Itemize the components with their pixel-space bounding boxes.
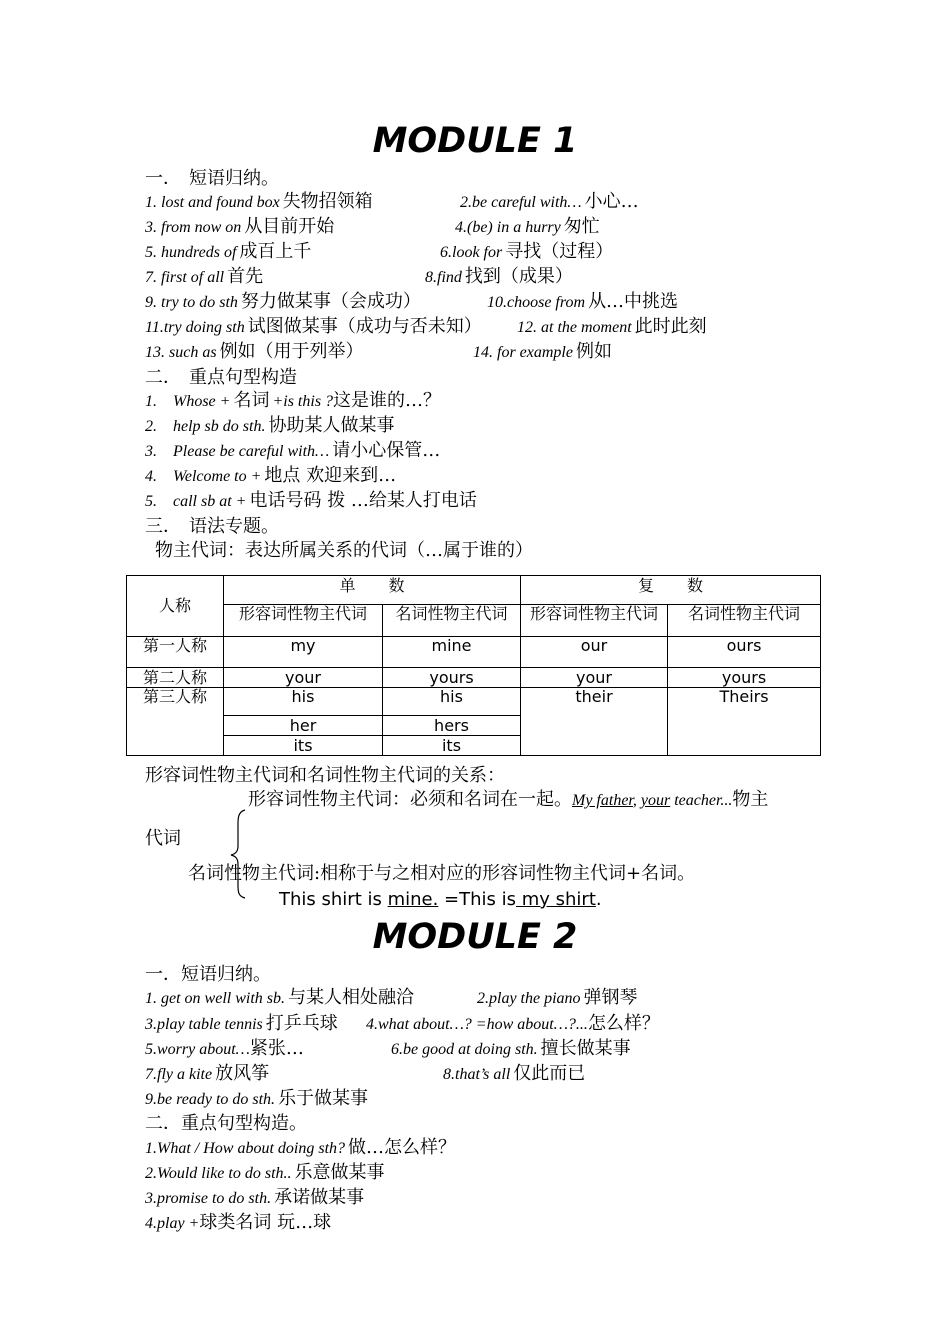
- table-header-row: [127, 576, 821, 605]
- table-subheader-row: [127, 605, 821, 637]
- example-part: This shirt is: [279, 889, 388, 910]
- phrase-zh: 打乒乓球: [265, 1013, 338, 1034]
- phrase-zh: 怎么样？: [587, 1013, 660, 1034]
- phrase-en: 9. try to do sth: [145, 294, 238, 311]
- m2-phrase-2: [477, 988, 638, 1009]
- m2-sentences-heading: 二．重点句型构造。: [145, 1113, 307, 1134]
- phrase-zh: 试图做某事（成功与否未知）: [247, 316, 482, 337]
- m1-sentences-heading: [145, 368, 297, 388]
- cell-singular-adjective: its: [224, 736, 383, 756]
- cell-singular-noun: its: [383, 736, 521, 756]
- phrase-en: 8.find: [425, 269, 462, 286]
- sentence-en: call sb at +: [173, 493, 247, 510]
- cell-singular-adjective: his: [224, 688, 383, 716]
- phrase-zh: 例如（用于列举）: [219, 341, 364, 362]
- phrase-en: 1. get on well with sb.: [145, 990, 285, 1007]
- m1-phrase-7: [145, 267, 263, 288]
- example-part: =This is: [438, 889, 517, 910]
- phrase-zh: 紧张…: [249, 1038, 304, 1059]
- cell-singular-noun: his: [383, 688, 521, 716]
- example-mine: mine.: [387, 889, 439, 910]
- sentence-en: 1.What / How about doing sth?: [145, 1140, 346, 1157]
- m2-phrase-8: [443, 1064, 585, 1085]
- m1-phrase-8: [425, 267, 573, 288]
- phrase-en: 5. hundreds of: [145, 244, 237, 261]
- m1-phrases-heading: [145, 169, 279, 189]
- m2-phrase-4: [366, 1014, 660, 1035]
- m2-phrase-3: [145, 1014, 338, 1035]
- cell-plural-noun: ours: [668, 637, 821, 668]
- phrase-en: 2.be careful with…: [460, 194, 582, 211]
- phrase-en: 6.look for: [440, 244, 503, 261]
- phrase-zh: 失物招领箱: [282, 191, 373, 212]
- phrase-zh: 乐于做某事: [278, 1088, 369, 1109]
- m2-sentence-2: [145, 1163, 385, 1184]
- phrase-en: 1. lost and found box: [145, 194, 280, 211]
- sentence-zh: 请小心保管…: [332, 440, 441, 461]
- header-singular: 单 数: [224, 576, 521, 605]
- sentence-en: Whose +: [173, 393, 231, 410]
- phrase-zh: 例如: [575, 341, 612, 362]
- heading-text: 重点句型构造: [189, 367, 297, 388]
- m1-phrase-10: [487, 292, 678, 313]
- cell-singular-adjective: my: [224, 637, 383, 668]
- m2-sentence-4: [145, 1213, 331, 1234]
- phrase-en: 11.try doing sth: [145, 319, 245, 336]
- phrase-zh: 寻找（过程）: [505, 241, 614, 262]
- header-plural-adjective: 形容词性物主代词: [521, 605, 668, 637]
- m2-phrase-5: [145, 1039, 304, 1060]
- example-my-father: My father: [572, 792, 633, 809]
- heading-number: 一．: [145, 168, 181, 189]
- m1-phrase-9: [145, 292, 421, 313]
- m1-phrase-2: [460, 192, 639, 213]
- m1-phrase-5: [145, 242, 311, 263]
- cell-singular-noun: hers: [383, 716, 521, 736]
- table-row: [127, 668, 821, 688]
- sentence-zh: 球类名词 玩…球: [199, 1212, 332, 1233]
- phrase-zh: 从…中挑选: [588, 291, 679, 312]
- cell-plural-noun: yours: [668, 668, 821, 688]
- sentence-en: help sb do sth.: [173, 418, 266, 435]
- phrase-en: 4.(be) in a hurry: [455, 219, 561, 236]
- sentence-zh: 电话号码 拨 …给某人打电话: [249, 490, 477, 511]
- phrase-en: 14. for example: [473, 344, 573, 361]
- phrase-en: 3. from now on: [145, 219, 242, 236]
- phrase-zh: 放风筝: [215, 1063, 270, 1084]
- heading-number: 二．: [145, 367, 181, 388]
- m1-sentence-5: [145, 491, 477, 512]
- pronoun-table: [126, 575, 821, 756]
- phrase-en: 6.be good at doing sth.: [391, 1041, 538, 1058]
- relation-noun-line: 名词性物主代词:相称于与之相对应的形容词性物主代词+名词。: [188, 863, 696, 884]
- m2-phrase-6: [391, 1039, 631, 1060]
- module1-title: MODULE 1: [372, 121, 578, 161]
- curly-brace: [228, 808, 248, 900]
- m2-sentence-1: [145, 1138, 456, 1159]
- phrase-en: 13. such as: [145, 344, 217, 361]
- header-person: 人称: [127, 576, 224, 637]
- sentence-en: Welcome to +: [173, 468, 262, 485]
- sentence-en: +is this ?: [272, 393, 334, 410]
- m1-sentence-1: [145, 391, 441, 412]
- m1-phrase-1: [145, 192, 373, 213]
- phrase-zh: 从目前开始: [244, 216, 335, 237]
- m1-sentence-2: [145, 416, 394, 437]
- phrase-zh: 首先: [227, 266, 264, 287]
- sentence-en: 2.Would like to do sth..: [145, 1165, 292, 1182]
- phrase-zh: 小心…: [584, 191, 639, 212]
- m1-phrase-13: [145, 342, 364, 363]
- m2-phrase-1: [145, 988, 414, 1009]
- m1-phrase-12: [517, 317, 707, 338]
- example-your: your: [640, 792, 671, 809]
- header-singular-noun: 名词性物主代词: [383, 605, 521, 637]
- m1-phrase-6: [440, 242, 613, 263]
- sentence-number: 2.: [145, 418, 157, 435]
- relation-example: [279, 889, 602, 911]
- phrase-zh: 仅此而已: [513, 1063, 586, 1084]
- heading-text: 短语归纳。: [189, 168, 279, 189]
- sentence-en: 4.play +: [145, 1215, 200, 1232]
- sentence-number: 4.: [145, 468, 157, 485]
- phrase-zh: 擅长做某事: [540, 1038, 631, 1059]
- phrase-en: 8.that’s all: [443, 1066, 511, 1083]
- cell-plural-adjective: their: [521, 688, 668, 756]
- heading-number: 三．: [145, 516, 181, 537]
- phrase-en: 7. first of all: [145, 269, 225, 286]
- m1-sentence-4: [145, 466, 396, 487]
- relation-tail: 物主: [732, 789, 769, 810]
- example-my-shirt: my shirt: [516, 889, 596, 910]
- cell-singular-noun: mine: [383, 637, 521, 668]
- relation-continuation: 代词: [145, 828, 181, 849]
- sentence-zh: 乐意做某事: [294, 1162, 385, 1183]
- person-third: 第三人称: [127, 688, 224, 756]
- relation-text: 形容词性物主代词：必须和名词在一起。: [248, 789, 572, 810]
- phrase-zh: 成百上千: [239, 241, 312, 262]
- example-part: .: [595, 889, 602, 910]
- cell-singular-noun: yours: [383, 668, 521, 688]
- sentence-zh: 这是谁的…？: [333, 390, 442, 411]
- phrase-zh: 找到（成果）: [464, 266, 573, 287]
- sentence-zh: 承诺做某事: [274, 1187, 365, 1208]
- m1-phrase-11: [145, 317, 482, 338]
- phrase-en: 9.be ready to do sth.: [145, 1091, 276, 1108]
- m1-phrase-3: [145, 217, 334, 238]
- sentence-number: 3.: [145, 443, 157, 460]
- m1-phrase-4: [455, 217, 600, 238]
- person-first: 第一人称: [127, 637, 224, 668]
- phrase-zh: 弹钢琴: [583, 987, 638, 1008]
- heading-text: 语法专题。: [189, 516, 279, 537]
- m2-phrase-7: [145, 1064, 269, 1085]
- table-row: [127, 688, 821, 716]
- cell-plural-noun: Theirs: [668, 688, 821, 756]
- phrase-en: 7.fly a kite: [145, 1066, 213, 1083]
- sentence-number: 5.: [145, 493, 157, 510]
- cell-plural-adjective: our: [521, 637, 668, 668]
- header-plural: 复 数: [521, 576, 821, 605]
- person-second: 第二人称: [127, 668, 224, 688]
- example-teacher: teacher...: [670, 792, 733, 809]
- phrase-en: 10.choose from: [487, 294, 586, 311]
- sentence-number: 1.: [145, 393, 157, 410]
- relation-adjective-line: [248, 790, 768, 811]
- phrase-zh: 与某人相处融洽: [288, 987, 414, 1008]
- cell-singular-adjective: her: [224, 716, 383, 736]
- phrase-en: 4.what about…? =how about…?...: [366, 1016, 588, 1033]
- sentence-en: 3.promise to do sth.: [145, 1190, 272, 1207]
- sentence-zh: 协助某人做某事: [268, 415, 395, 436]
- phrase-en: 5.worry about…: [145, 1041, 250, 1058]
- relation-heading: 形容词性物主代词和名词性物主代词的关系：: [145, 765, 505, 786]
- grammar-intro: 物主代词：表达所属关系的代词（…属于谁的）: [155, 540, 533, 561]
- sentence-zh: 名词: [233, 390, 270, 411]
- cell-plural-adjective: your: [521, 668, 668, 688]
- header-singular-adjective: 形容词性物主代词: [224, 605, 383, 637]
- phrase-zh: 此时此刻: [634, 316, 707, 337]
- phrase-en: 12. at the moment: [517, 319, 632, 336]
- phrase-en: 2.play the piano: [477, 990, 581, 1007]
- phrase-zh: 匆忙: [563, 216, 600, 237]
- header-plural-noun: 名词性物主代词: [668, 605, 821, 637]
- sentence-en: Please be careful with…: [173, 443, 330, 460]
- sentence-zh: 做…怎么样？: [348, 1137, 457, 1158]
- m2-phrases-heading: 一．短语归纳。: [145, 964, 271, 985]
- table-row: [127, 637, 821, 668]
- cell-singular-adjective: your: [224, 668, 383, 688]
- phrase-zh: 努力做某事（会成功）: [240, 291, 421, 312]
- m1-grammar-heading: [145, 517, 279, 537]
- m2-phrase-9: [145, 1089, 368, 1110]
- phrase-en: 3.play table tennis: [145, 1016, 263, 1033]
- module2-title: MODULE 2: [372, 917, 578, 957]
- m1-sentence-3: [145, 441, 440, 462]
- m2-sentence-3: [145, 1188, 364, 1209]
- example-separator: ,: [632, 792, 641, 809]
- sentence-zh: 地点 欢迎来到…: [264, 465, 397, 486]
- m1-phrase-14: [473, 342, 612, 363]
